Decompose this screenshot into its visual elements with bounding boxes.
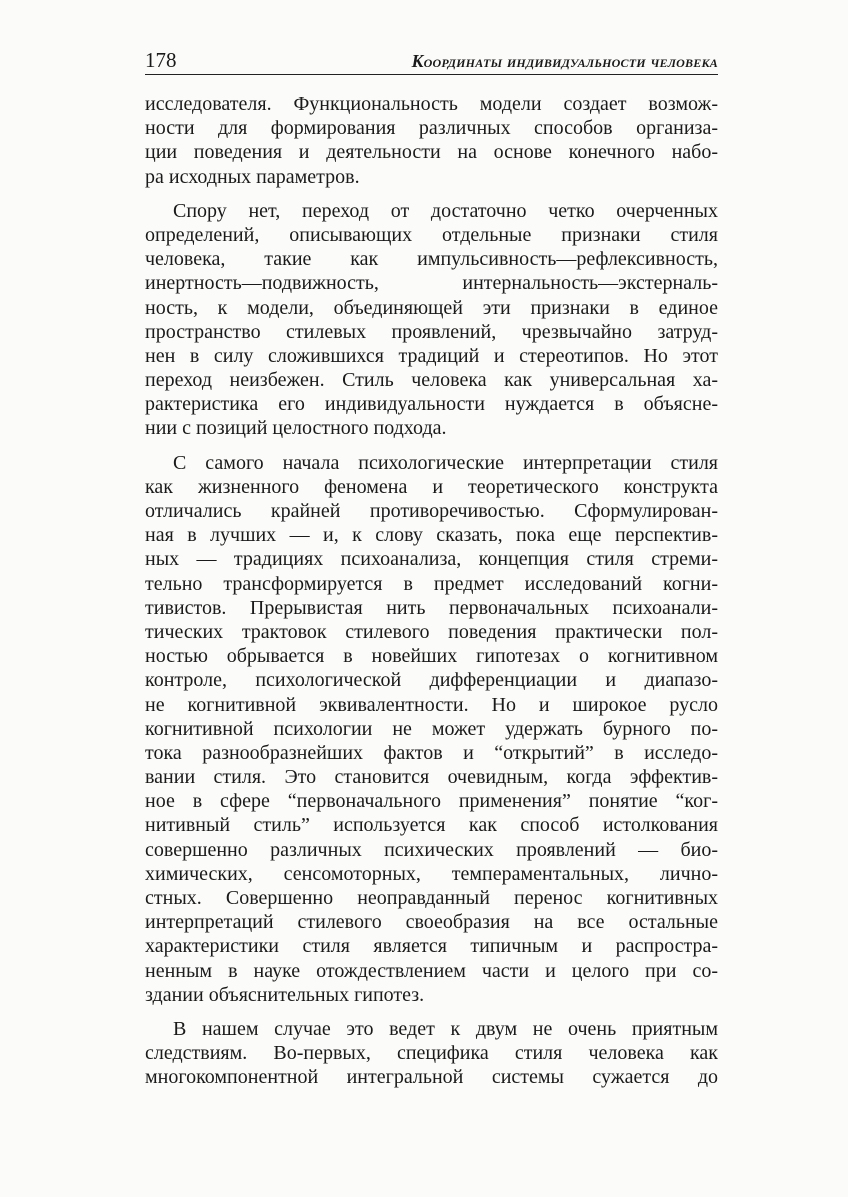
page-header: [145, 44, 718, 75]
text-line: тока разнообразнейших фактов и “открытий” в исследо-: [145, 741, 718, 764]
paragraph: [145, 199, 718, 441]
paragraph: [145, 451, 718, 1007]
running-title: Координаты индивидуальности человека: [411, 51, 718, 71]
text-line: многокомпонентной интегральной системы сужается до: [145, 1066, 718, 1089]
body-text: [145, 92, 718, 1090]
page-number: 178: [145, 48, 177, 72]
text-line: совершенно различных психических проявлений — био-: [145, 838, 718, 861]
text-line: ное в сфере “первоначального применения” понятие “ког-: [145, 790, 718, 813]
text-line: В нашем случае это ведет к двум не очень приятным: [173, 1017, 718, 1040]
text-line: С самого начала психологические интерпретации стиля: [173, 451, 718, 474]
text-line: тивистов. Прерывистая нить первоначальных психоанали-: [145, 596, 718, 619]
text-line: контроле, психологической дифференциации и диапазо-: [145, 669, 718, 692]
text-line: исследователя. Функциональность модели создает возмож-: [145, 93, 718, 115]
text-line: переход неизбежен. Стиль человека как универсальная ха-: [145, 369, 718, 392]
text-line: характеристики стиля является типичным и распростра-: [145, 935, 718, 958]
text-line: тельно трансформируется в предмет исследований когни-: [145, 572, 718, 595]
paragraph: [145, 92, 718, 189]
text-line: тических трактовок стилевого поведения практически пол-: [145, 620, 718, 643]
text-line: отличались крайней противоречивостью. Сформулирован-: [145, 500, 718, 522]
text-line: когнитивной психологии не может удержать бурного по-: [145, 717, 718, 740]
text-line: пространство стилевых проявлений, чрезвычайно затруд-: [145, 320, 718, 343]
text-line: нии с позиций целостного подхода.: [145, 417, 447, 440]
text-line: нен в силу сложившихся традиций и стереотипов. Но этот: [145, 344, 718, 367]
text-line: не когнитивной эквивалентности. Но и широкое русло: [145, 693, 718, 716]
text-line: интерпретаций стилевого своеобразия на все остальные: [145, 911, 718, 934]
text-line: определений, описывающих отдельные признаки стиля: [145, 223, 718, 246]
text-line: ции поведения и деятельности на основе конечного набо-: [145, 141, 718, 164]
text-line: ность, к модели, объединяющей эти признаки в единое: [145, 296, 718, 319]
paragraph: [145, 1017, 718, 1090]
text-line: ных — традициях психоанализа, концепция стиля стреми-: [145, 548, 718, 571]
text-line: ностью обрывается в новейших гипотезах о когнитивном: [145, 645, 718, 668]
text-line: инертность—подвижность, интернальность—экстерналь-: [145, 272, 718, 295]
text-line: ности для формирования различных способов организа-: [145, 117, 718, 140]
text-line: ра исходных параметров.: [145, 165, 360, 188]
text-line: ненным в науке отождествлением части и целого при со-: [145, 959, 718, 982]
text-line: вании стиля. Это становится очевидным, когда эффектив-: [145, 766, 718, 789]
text-line: следствиям. Во-первых, специфика стиля человека как: [145, 1042, 718, 1065]
text-line: рактеристика его индивидуальности нуждается в объясне-: [145, 393, 718, 416]
text-line: нитивный стиль” используется как способ истолкования: [145, 814, 718, 837]
text-line: Спору нет, переход от достаточно четко очерченных: [173, 199, 718, 222]
text-line: стных. Совершенно неоправданный перенос когнитивных: [145, 887, 718, 909]
text-line: человека, такие как импульсивность—рефлексивность,: [145, 248, 718, 271]
text-line: как жизненного феномена и теоретического конструкта: [145, 475, 718, 498]
text-line: здании объяснительных гипотез.: [145, 983, 425, 1006]
text-line: химических, сенсомоторных, темпераментальных, лично-: [145, 862, 718, 885]
text-line: ная в лучших — и, к слову сказать, пока еще перспектив-: [145, 524, 718, 547]
